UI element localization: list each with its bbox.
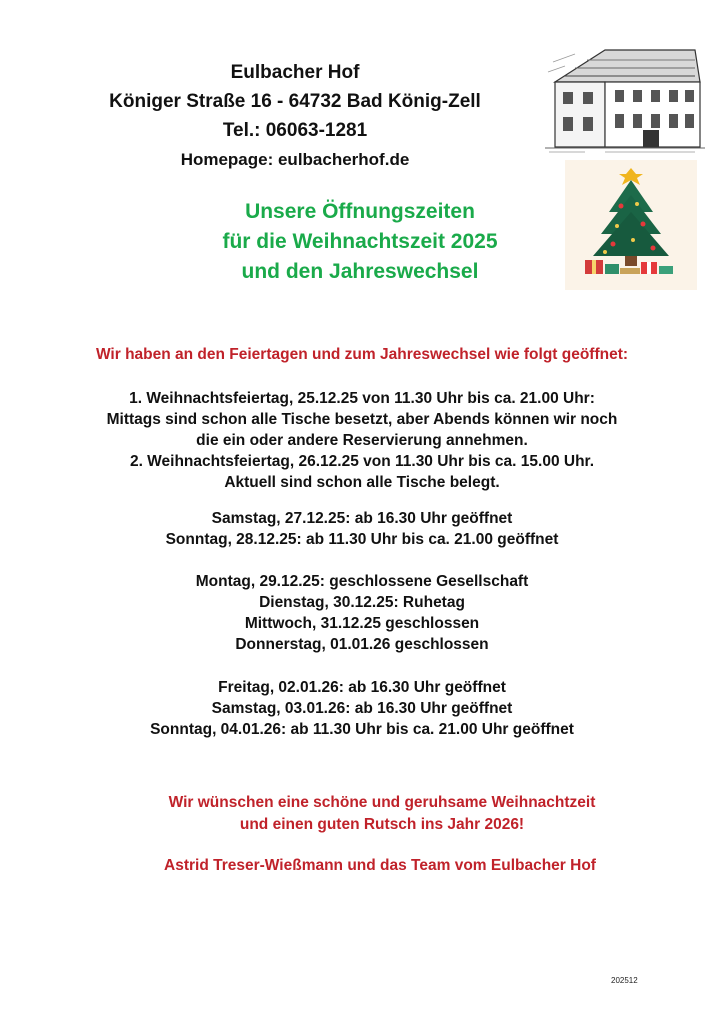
schedule-line: Montag, 29.12.25: geschlossene Gesellschaft	[195, 573, 529, 590]
weekend-block-2	[0, 677, 724, 740]
christmas-line: Aktuell sind schon alle Tische belegt.	[224, 474, 500, 491]
christmas-line: 2. Weihnachtsfeiertag, 26.12.25 von 11.30 Uhr bis ca. 15.00 Uhr.	[129, 453, 595, 470]
title-line-3: und den Jahreswechsel	[241, 260, 479, 283]
opening-hours-title	[160, 197, 560, 287]
schedule-line: Dienstag, 30.12.25: Ruhetag	[259, 594, 465, 611]
restaurant-name: Eulbacher Hof	[230, 62, 360, 83]
schedule-line: Donnerstag, 01.01.26 geschlossen	[235, 636, 489, 653]
address-header	[60, 58, 530, 174]
wish-line-2: und einen guten Rutsch ins Jahr 2026!	[239, 816, 525, 833]
signature: Astrid Treser-Wießmann und das Team vom Eulbacher Hof	[164, 857, 596, 874]
christmas-line: Mittags sind schon alle Tische besetzt, aber Abends können wir noch	[106, 411, 618, 428]
title-line-2: für die Weihnachtszeit 2025	[222, 230, 498, 253]
phone-number: Tel.: 06063-1281	[222, 120, 368, 141]
building-sketch-image	[545, 42, 705, 157]
christmas-line: die ein oder andere Reservierung annehmen.	[196, 432, 528, 449]
christmas-line: 1. Weihnachtsfeiertag, 25.12.25 von 11.30 Uhr bis ca. 21.00 Uhr:	[129, 390, 595, 407]
street-address: Königer Straße 16 - 64732 Bad König-Zell	[109, 91, 481, 112]
holiday-intro: Wir haben an den Feiertagen und zum Jahreswechsel wie folgt geöffnet:	[95, 346, 629, 363]
closed-days-block	[0, 571, 724, 655]
document-code: 202512	[611, 976, 638, 985]
christmas-days-block	[0, 388, 724, 493]
holiday-wishes	[0, 792, 724, 836]
schedule-line: Freitag, 02.01.26: ab 16.30 Uhr geöffnet	[218, 679, 506, 696]
title-line-1: Unsere Öffnungszeiten	[245, 200, 475, 223]
homepage: Homepage: eulbacherhof.de	[180, 150, 410, 169]
schedule-line: Mittwoch, 31.12.25 geschlossen	[244, 615, 480, 632]
wish-line-1: Wir wünschen eine schöne und geruhsame Weihnachtzeit	[168, 794, 596, 811]
schedule-line: Samstag, 27.12.25: ab 16.30 Uhr geöffnet	[211, 510, 513, 527]
weekend-block-1	[0, 508, 724, 550]
schedule-line: Sonntag, 28.12.25: ab 11.30 Uhr bis ca. 21.00 geöffnet	[165, 531, 559, 548]
schedule-line: Samstag, 03.01.26: ab 16.30 Uhr geöffnet	[211, 700, 513, 717]
schedule-line: Sonntag, 04.01.26: ab 11.30 Uhr bis ca. 21.00 Uhr geöffnet	[150, 721, 574, 738]
christmas-tree-image	[565, 160, 697, 290]
